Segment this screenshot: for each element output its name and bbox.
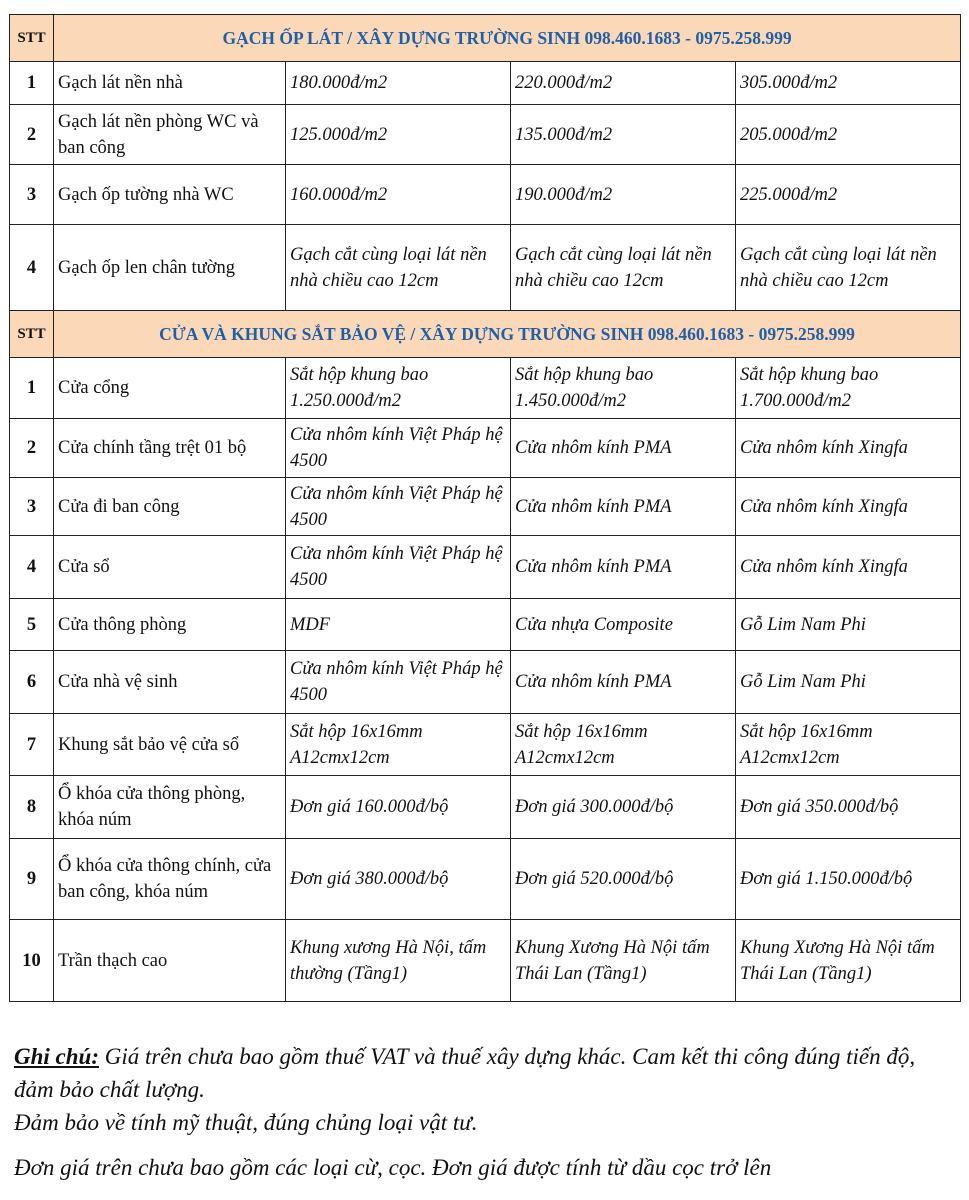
option-3-value: Gỗ Lim Nam Phi: [736, 599, 961, 651]
section1-header-row: [10, 15, 961, 62]
row-number: 3: [10, 478, 54, 536]
note-text-1: Giá trên chưa bao gồm thuế VAT và thuế xây dựng khác. Cam kết thi công đúng tiến độ, đảm bảo chất lượng.: [14, 1044, 916, 1102]
option-1-value: Sắt hộp 16x16mm A12cmx12cm: [286, 714, 511, 776]
item-name: Gạch lát nền phòng WC và ban công: [54, 105, 286, 165]
note-line-1: [14, 1040, 959, 1106]
row-number: 9: [10, 839, 54, 920]
option-3-value: 225.000đ/m2: [736, 165, 961, 225]
option-1-value: 180.000đ/m2: [286, 62, 511, 105]
note-line-2: Đảm bảo về tính mỹ thuật, đúng chủng loại vật tư.: [14, 1110, 478, 1135]
item-name: Ổ khóa cửa thông phòng, khóa núm: [54, 776, 286, 839]
table-row: [10, 714, 961, 776]
option-3-value: Đơn giá 1.150.000đ/bộ: [736, 839, 961, 920]
row-number: 4: [10, 536, 54, 599]
option-3-value: Khung Xương Hà Nội tấm Thái Lan (Tầng1): [736, 920, 961, 1002]
option-1-value: Sắt hộp khung bao 1.250.000đ/m2: [286, 358, 511, 419]
option-1-value: 160.000đ/m2: [286, 165, 511, 225]
option-3-value: Cửa nhôm kính Xingfa: [736, 478, 961, 536]
item-name: Cửa sổ: [54, 536, 286, 599]
option-3-value: Sắt hộp 16x16mm A12cmx12cm: [736, 714, 961, 776]
item-name: Trần thạch cao: [54, 920, 286, 1002]
table-row: [10, 651, 961, 714]
option-2-value: Cửa nhôm kính PMA: [511, 536, 736, 599]
option-2-value: Cửa nhựa Composite: [511, 599, 736, 651]
item-name: Gạch ốp tường nhà WC: [54, 165, 286, 225]
item-name: Cửa cổng: [54, 358, 286, 419]
item-name: Ổ khóa cửa thông chính, cửa ban công, khóa núm: [54, 839, 286, 920]
table-row: [10, 358, 961, 419]
table-row: [10, 920, 961, 1002]
option-1-value: MDF: [286, 599, 511, 651]
section2-stt-header: STT: [10, 311, 54, 358]
item-name: Cửa thông phòng: [54, 599, 286, 651]
pricing-table-body: [10, 15, 961, 1002]
section2-title: CỬA VÀ KHUNG SẮT BẢO VỆ / XÂY DỰNG TRƯỜNG SINH 098.460.1683 - 0975.258.999: [54, 311, 961, 358]
option-2-value: Sắt hộp khung bao 1.450.000đ/m2: [511, 358, 736, 419]
row-number: 7: [10, 714, 54, 776]
row-number: 10: [10, 920, 54, 1002]
section2-header-row: [10, 311, 961, 358]
note-line-3: Đơn giá trên chưa bao gồm các loại cừ, cọc. Đơn giá được tính từ dầu cọc trở lên: [14, 1155, 772, 1180]
option-1-value: Gạch cắt cùng loại lát nền nhà chiều cao 12cm: [286, 225, 511, 311]
option-2-value: Khung Xương Hà Nội tấm Thái Lan (Tầng1): [511, 920, 736, 1002]
option-3-value: Sắt hộp khung bao 1.700.000đ/m2: [736, 358, 961, 419]
table-row: [10, 165, 961, 225]
option-2-value: Cửa nhôm kính PMA: [511, 651, 736, 714]
option-3-value: Gỗ Lim Nam Phi: [736, 651, 961, 714]
notes: [14, 1040, 959, 1184]
table-row: [10, 536, 961, 599]
table-row: [10, 105, 961, 165]
table-row: [10, 776, 961, 839]
option-3-value: 305.000đ/m2: [736, 62, 961, 105]
row-number: 1: [10, 62, 54, 105]
option-2-value: Cửa nhôm kính PMA: [511, 478, 736, 536]
option-2-value: Sắt hộp 16x16mm A12cmx12cm: [511, 714, 736, 776]
table-row: [10, 599, 961, 651]
item-name: Cửa chính tầng trệt 01 bộ: [54, 419, 286, 478]
table-row: [10, 839, 961, 920]
section1-stt-header: STT: [10, 15, 54, 62]
option-1-value: Đơn giá 380.000đ/bộ: [286, 839, 511, 920]
option-1-value: Cửa nhôm kính Việt Pháp hệ 4500: [286, 478, 511, 536]
option-1-value: Cửa nhôm kính Việt Pháp hệ 4500: [286, 419, 511, 478]
option-2-value: Cửa nhôm kính PMA: [511, 419, 736, 478]
section1-title: GẠCH ỐP LÁT / XÂY DỰNG TRƯỜNG SINH 098.460.1683 - 0975.258.999: [54, 15, 961, 62]
option-2-value: 220.000đ/m2: [511, 62, 736, 105]
row-number: 8: [10, 776, 54, 839]
row-number: 4: [10, 225, 54, 311]
notes-label: Ghi chú:: [14, 1044, 99, 1069]
item-name: Gạch lát nền nhà: [54, 62, 286, 105]
table-row: [10, 478, 961, 536]
option-3-value: Đơn giá 350.000đ/bộ: [736, 776, 961, 839]
option-1-value: Cửa nhôm kính Việt Pháp hệ 4500: [286, 651, 511, 714]
item-name: Gạch ốp len chân tường: [54, 225, 286, 311]
row-number: 3: [10, 165, 54, 225]
option-1-value: Khung xương Hà Nội, tấm thường (Tầng1): [286, 920, 511, 1002]
option-1-value: 125.000đ/m2: [286, 105, 511, 165]
row-number: 2: [10, 105, 54, 165]
option-3-value: 205.000đ/m2: [736, 105, 961, 165]
option-1-value: Cửa nhôm kính Việt Pháp hệ 4500: [286, 536, 511, 599]
item-name: Khung sắt bảo vệ cửa sổ: [54, 714, 286, 776]
pricing-table: [9, 14, 961, 1002]
item-name: Cửa nhà vệ sinh: [54, 651, 286, 714]
option-2-value: Gạch cắt cùng loại lát nền nhà chiều cao 12cm: [511, 225, 736, 311]
row-number: 5: [10, 599, 54, 651]
row-number: 6: [10, 651, 54, 714]
item-name: Cửa đi ban công: [54, 478, 286, 536]
table-row: [10, 419, 961, 478]
row-number: 1: [10, 358, 54, 419]
option-2-value: Đơn giá 300.000đ/bộ: [511, 776, 736, 839]
option-1-value: Đơn giá 160.000đ/bộ: [286, 776, 511, 839]
option-2-value: 190.000đ/m2: [511, 165, 736, 225]
option-3-value: Cửa nhôm kính Xingfa: [736, 419, 961, 478]
option-3-value: Gạch cắt cùng loại lát nền nhà chiều cao 12cm: [736, 225, 961, 311]
option-2-value: 135.000đ/m2: [511, 105, 736, 165]
row-number: 2: [10, 419, 54, 478]
table-row: [10, 62, 961, 105]
table-row: [10, 225, 961, 311]
option-2-value: Đơn giá 520.000đ/bộ: [511, 839, 736, 920]
option-3-value: Cửa nhôm kính Xingfa: [736, 536, 961, 599]
